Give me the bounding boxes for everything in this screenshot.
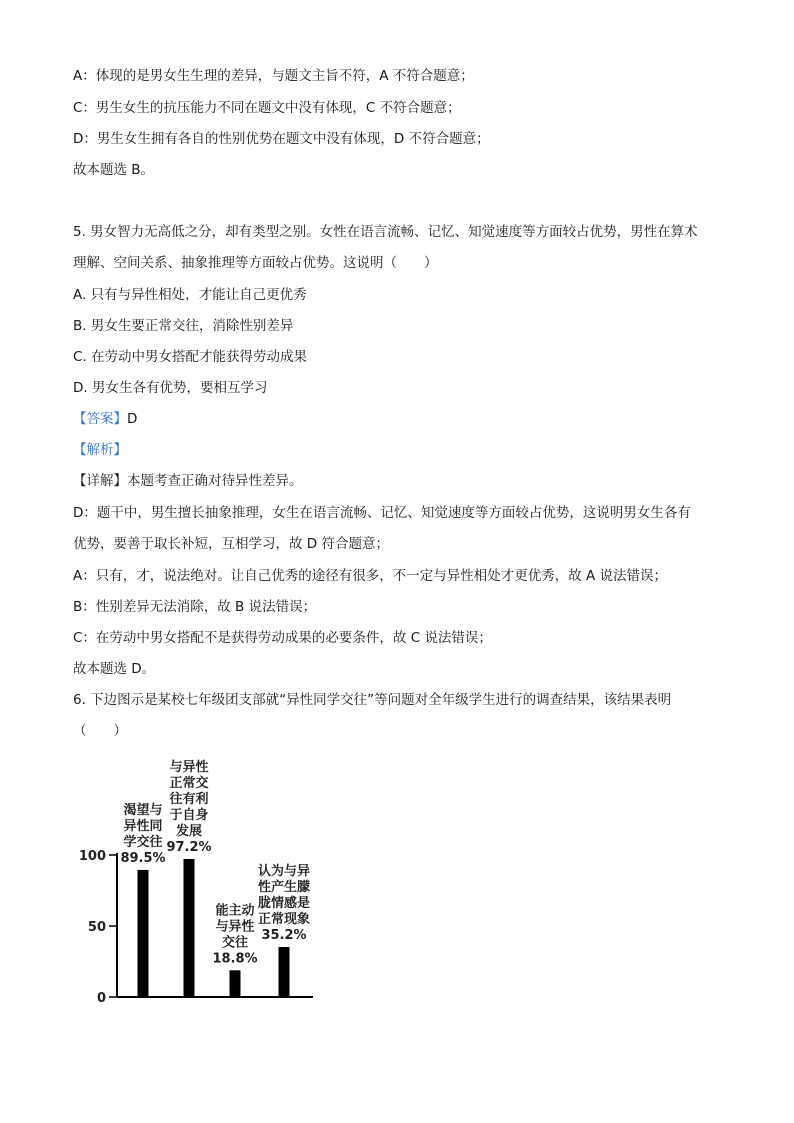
question-5-stem-cont: 理解、空间关系、抽象推理等方面较占优势。这说明（ ）	[73, 255, 438, 271]
bar-value-label: 89.5%	[120, 850, 166, 866]
option-c: C. 在劳动中男女搭配才能获得劳动成果	[73, 349, 308, 365]
bar-category-label: 于自身	[169, 807, 209, 823]
bar-category-label: 渴望与	[123, 802, 163, 818]
survey-bar-chart	[60, 740, 330, 1010]
bar-category-label: 发展	[175, 823, 203, 839]
bar-category-label: 性产生朦	[257, 880, 311, 896]
option-b: B. 男女生要正常交往，消除性别差异	[73, 318, 294, 334]
text-line: A：只有，才，说法绝对。让自己优秀的途径有很多，不一定与异性相处才更优秀，故 A 说法错误；	[73, 568, 668, 584]
bar-category-label: 往有利	[169, 791, 209, 807]
bar-value-label: 35.2%	[261, 928, 307, 944]
text-line: C：男生女生的抗压能力不同在题文中没有体现，C 不符合题意；	[73, 100, 461, 116]
bar-category-label: 正常交	[169, 775, 209, 791]
question-6-stem: 6. 下边图示是某校七年级团支部就“异性同学交往”等问题对全年级学生进行的调查结果，该结果表明	[73, 692, 672, 708]
bar-category-label: 胧情感是	[257, 896, 311, 912]
question-5-stem: 5. 男女智力无高低之分，却有类型之别。女性在语言流畅、记忆、知觉速度等方面较占优势，男性在算术	[73, 224, 698, 240]
text-line: 优势，要善于取长补短，互相学习，故 D 符合题意；	[73, 536, 389, 552]
detail-line	[73, 472, 303, 490]
answer-value: D	[127, 411, 138, 427]
bar	[230, 970, 241, 997]
option-d: D. 男女生各有优势，要相互学习	[73, 380, 268, 396]
bar-value-label: 97.2%	[166, 839, 212, 855]
text-line: A：体现的是男女生生理的差异，与题文主旨不符，A 不符合题意；	[73, 68, 474, 84]
answer-line	[73, 410, 137, 428]
y-tick-label: 100	[78, 849, 106, 864]
bar	[279, 947, 290, 997]
answer-tag: 【答案】	[73, 411, 127, 427]
text-line: D：题干中，男生擅长抽象推理，女生在语言流畅、记忆、知觉速度等方面较占优势，这说明男女生各有	[73, 505, 691, 521]
text-line: 故本题选 D。	[73, 661, 156, 677]
text-line: C：在劳动中男女搭配不是获得劳动成果的必要条件，故 C 说法错误；	[73, 630, 492, 646]
text-line: B：性别差异无法消除，故 B 说法错误；	[73, 599, 317, 615]
option-a: A. 只有与异性相处，才能让自己更优秀	[73, 287, 307, 303]
bar-category-label: 正常现象	[257, 912, 311, 928]
y-tick-label: 50	[87, 920, 106, 935]
detail-tag: 【详解】	[73, 473, 127, 489]
bar-value-label: 18.8%	[212, 951, 258, 967]
analysis-line	[73, 441, 127, 459]
text-line: 故本题选 B。	[73, 162, 155, 178]
text-line: D：男生女生拥有各自的性别优势在题文中没有体现，D 不符合题意；	[73, 131, 490, 147]
bar-category-label: 能主动	[215, 903, 255, 919]
y-tick-label: 0	[96, 991, 106, 1006]
bar-category-label: 交往	[221, 935, 249, 951]
bar-category-label: 学交往	[123, 834, 163, 850]
bar-category-label: 与异性	[169, 759, 209, 775]
question-6-stem-cont: （ ）	[73, 723, 127, 739]
bar-category-label: 认为与异	[257, 864, 311, 880]
analysis-tag: 【解析】	[73, 442, 127, 458]
bar-category-label: 与异性	[215, 919, 255, 935]
detail-text: 本题考查正确对待异性差异。	[127, 473, 303, 489]
bar	[184, 859, 195, 997]
bar	[138, 870, 149, 997]
bar-category-label: 异性同	[123, 818, 163, 834]
